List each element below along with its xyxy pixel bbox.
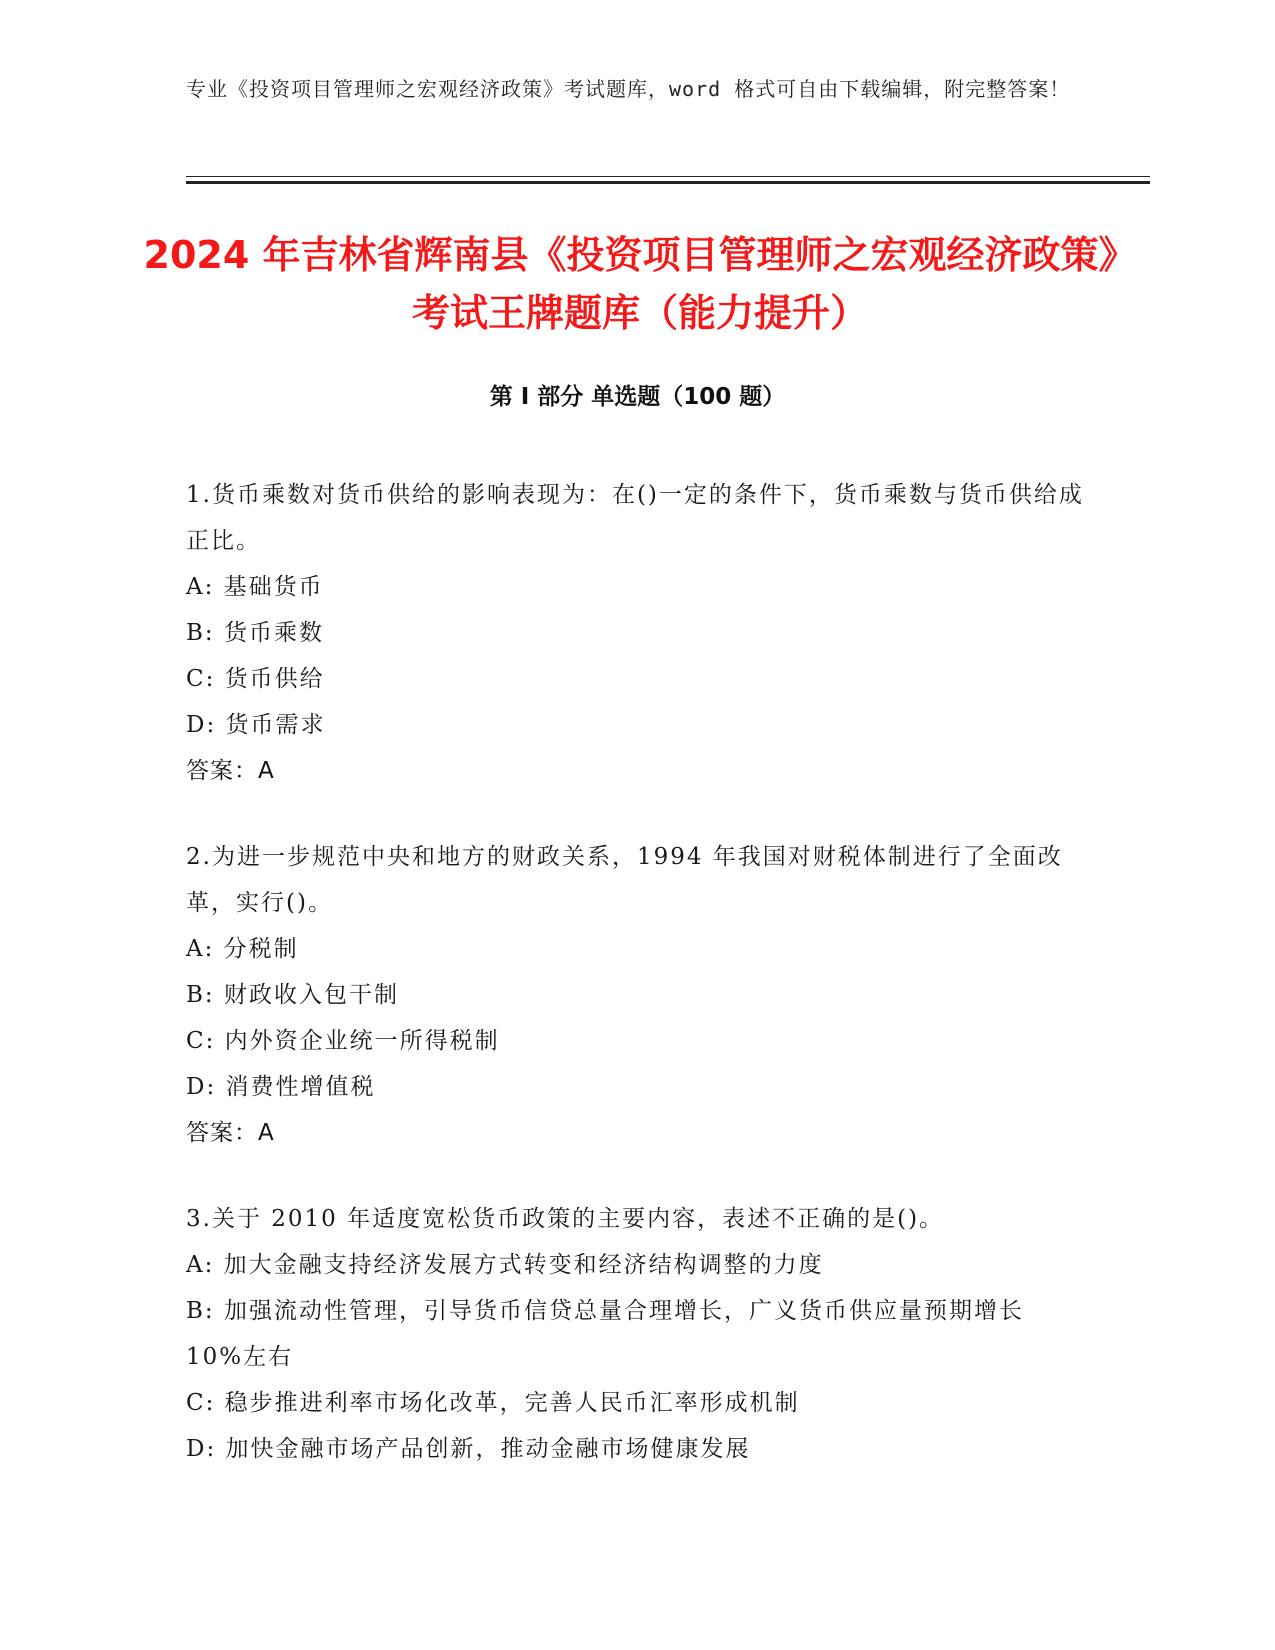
answer: 答案：A xyxy=(186,758,275,784)
option-a: A: 基础货币 xyxy=(186,574,324,600)
question-list xyxy=(186,472,1086,1512)
option-c: C: 稳步推进利率市场化改革，完善人民币汇率形成机制 xyxy=(186,1390,800,1416)
header-note: 专业《投资项目管理师之宏观经济政策》考试题库，word 格式可自由下载编辑，附完整答案！ xyxy=(186,77,1071,101)
header-divider-thick xyxy=(186,181,1150,184)
option-d: D: 加快金融市场产品创新，推动金融市场健康发展 xyxy=(186,1436,751,1462)
section-title: 第 I 部分 单选题（100 题） xyxy=(489,384,786,410)
question-1 xyxy=(186,472,1086,794)
option-c: C: 货币供给 xyxy=(186,666,325,692)
option-d: D: 货币需求 xyxy=(186,712,326,738)
option-b: B: 货币乘数 xyxy=(186,620,324,646)
question-3 xyxy=(186,1196,1086,1472)
question-text: 2.为进一步规范中央和地方的财政关系，1994 年我国对财税体制进行了全面改革，实行()。 xyxy=(186,844,1063,916)
document-title: 2024 年吉林省辉南县《投资项目管理师之宏观经济政策》考试王牌题库（能力提升） xyxy=(143,233,1137,335)
option-b: B: 加强流动性管理，引导货币信贷总量合理增长，广义货币供应量预期增长 10%左右 xyxy=(186,1298,1024,1370)
option-d: D: 消费性增值税 xyxy=(186,1074,376,1100)
answer: 答案：A xyxy=(186,1120,275,1146)
option-a: A: 分税制 xyxy=(186,936,299,962)
header-divider-thin xyxy=(186,176,1150,177)
option-b: B: 财政收入包干制 xyxy=(186,982,399,1008)
option-a: A: 加大金融支持经济发展方式转变和经济结构调整的力度 xyxy=(186,1252,824,1278)
question-text: 3.关于 2010 年适度宽松货币政策的主要内容，表述不正确的是()。 xyxy=(186,1206,945,1232)
question-2 xyxy=(186,834,1086,1156)
question-text: 1.货币乘数对货币供给的影响表现为：在()一定的条件下，货币乘数与货币供给成正比。 xyxy=(186,482,1084,554)
option-c: C: 内外资企业统一所得税制 xyxy=(186,1028,500,1054)
